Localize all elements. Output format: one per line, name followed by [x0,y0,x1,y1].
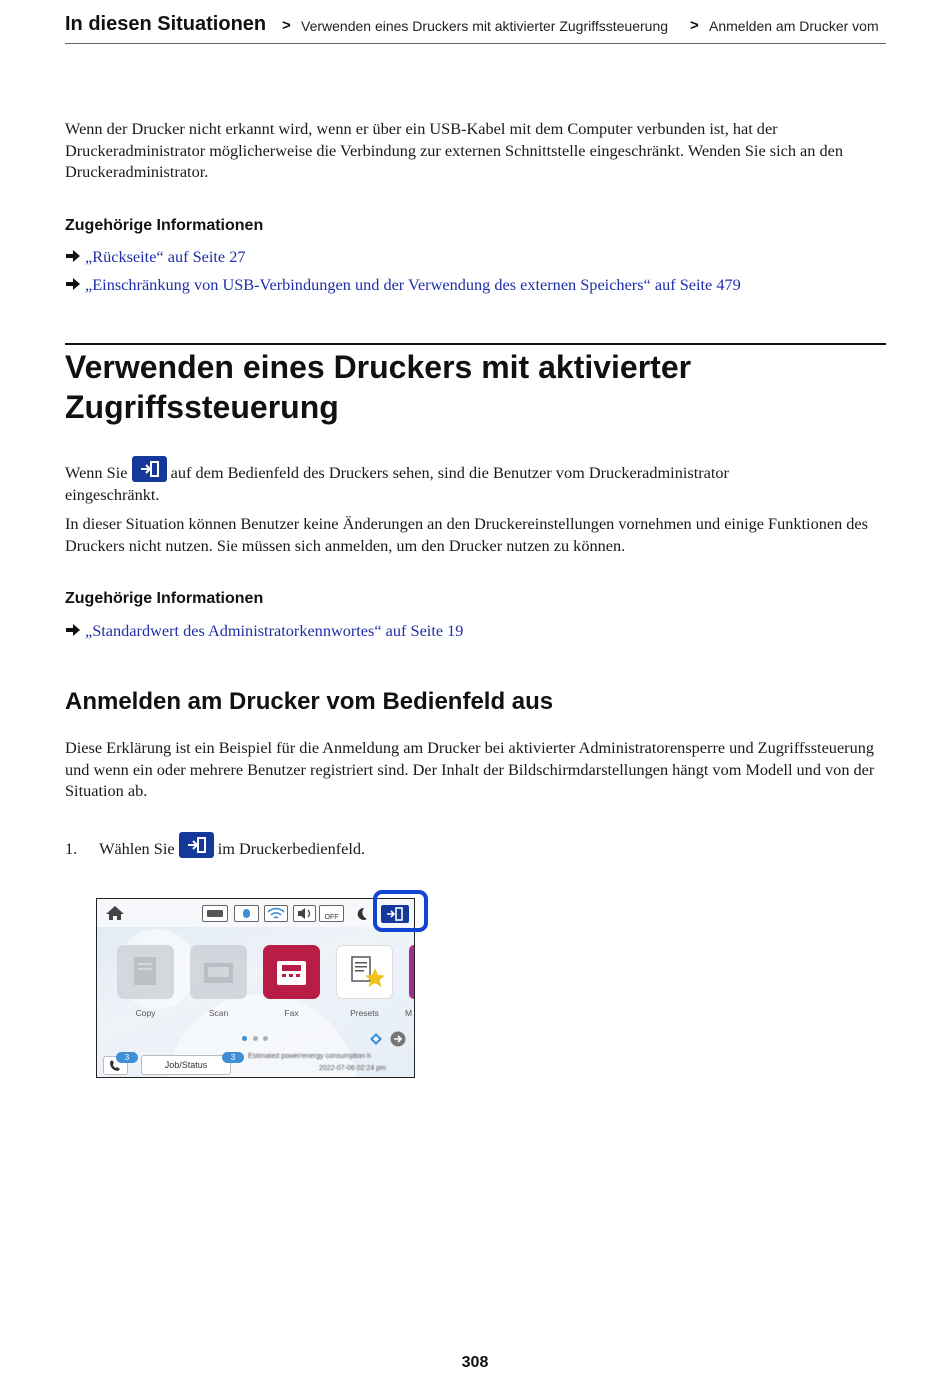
related-link-text[interactable]: „Einschränkung von USB-Verbindungen und der Verwendung des externen Speichers“ auf Seite 479 [85,275,741,294]
copy-tile[interactable] [117,945,174,999]
related-link[interactable] [65,247,246,267]
presets-tile[interactable] [336,945,393,999]
status-message: Estimated power/energy consumption h [248,1053,371,1060]
arrow-right-icon [65,250,81,262]
text-span: Wenn Sie [65,463,128,482]
related-info-heading: Zugehörige Informationen [65,217,264,234]
fax-tile[interactable] [263,945,320,999]
arrow-right-icon [65,278,81,290]
login-icon [132,456,167,482]
text-span: Wählen Sie [99,839,175,858]
tile-label: Scan [208,1008,229,1018]
step-number: 1. [65,839,78,858]
page-dot [253,1036,258,1041]
moon-icon [356,907,368,921]
page-number: 308 [461,1354,489,1371]
ink-icon [234,905,259,922]
breadcrumb-separator: > [282,17,291,34]
related-info-heading: Zugehörige Informationen [65,590,264,607]
page-dot [263,1036,268,1041]
page-dot [242,1036,247,1041]
subsection-title: Anmelden am Drucker vom Bedienfeld aus [65,688,554,715]
section-title: Verwenden eines Druckers mit aktivierter Zugriffssteuerung [65,343,886,427]
off-label: OFF [324,914,339,921]
status-timestamp: 2022-07-06 02:24 pm [319,1065,386,1072]
printer-panel-screenshot [96,898,415,1078]
tile-label: M [405,1008,413,1018]
intro-paragraph: Wenn der Drucker nicht erkannt wird, wenn er über ein USB-Kabel mit dem Computer verbunden ist, hat der Druckeradministrator möglicherweise die Verbindung zur externen Schnittstelle eingeschränkt. Wenden Sie sich an den Druckeradministrator. [65,119,843,181]
tile-label: Presets [350,1008,379,1018]
running-header [65,12,886,44]
arrow-right-icon [65,624,81,636]
section-paragraph: In dieser Situation können Benutzer keine Änderungen an den Druckereinstellungen vornehmen und einige Funktionen des Druckers nicht nutzen. Sie müssen sich anmelden, um den Drucker nutzen zu können. [65,514,868,555]
related-link-text[interactable]: „Standardwert des Administratorkennwortes“ auf Seite 19 [85,621,464,640]
related-link[interactable] [65,275,741,295]
section-paragraph [65,456,886,505]
text-span: im Druckerbedienfeld. [217,839,366,858]
diamond-icon[interactable] [369,1032,383,1046]
notification-badge: 3 [116,1052,138,1063]
login-icon [179,832,214,858]
printer-status-icon [202,905,228,922]
related-link[interactable] [65,621,463,641]
job-count-badge: 3 [222,1052,244,1063]
home-icon [105,905,125,921]
tile-label: Copy [135,1008,156,1018]
subsection-paragraph: Diese Erklärung ist ein Beispiel für die Anmeldung am Drucker bei aktivierter Administratorensperre und Zugriffssteuerung und wenn ein oder mehrere Benutzer registriert sind. Der Inhalt der Bildschirmdarstellungen hängt vom Modell und von der Situation ab. [65,738,875,800]
breadcrumb-separator: > [690,17,699,34]
energy-off-icon [319,905,344,922]
related-link-text[interactable]: „Rückseite“ auf Seite 27 [85,247,246,266]
wifi-icon [264,905,288,922]
scan-tile[interactable] [190,945,247,999]
tile-label: Fax [284,1008,299,1018]
breadcrumb-item-1: Verwenden eines Druckers mit aktivierter Zugriffssteuerung [301,18,669,34]
arrow-next-icon[interactable] [390,1031,406,1047]
breadcrumb-item-2: Anmelden am Drucker vom [709,18,879,34]
step-item [65,832,365,860]
job-status-button[interactable] [141,1055,231,1075]
job-status-label: Job/Status [164,1060,208,1070]
header-title: In diesen Situationen [65,13,267,35]
text-span: auf dem Bedienfeld des Druckers sehen, sind die Benutzer vom Druckeradministrator [170,463,729,482]
highlight-callout [373,890,428,932]
text-span: eingeschränkt. [65,484,160,504]
more-tile[interactable] [409,945,415,999]
volume-icon [293,905,316,922]
